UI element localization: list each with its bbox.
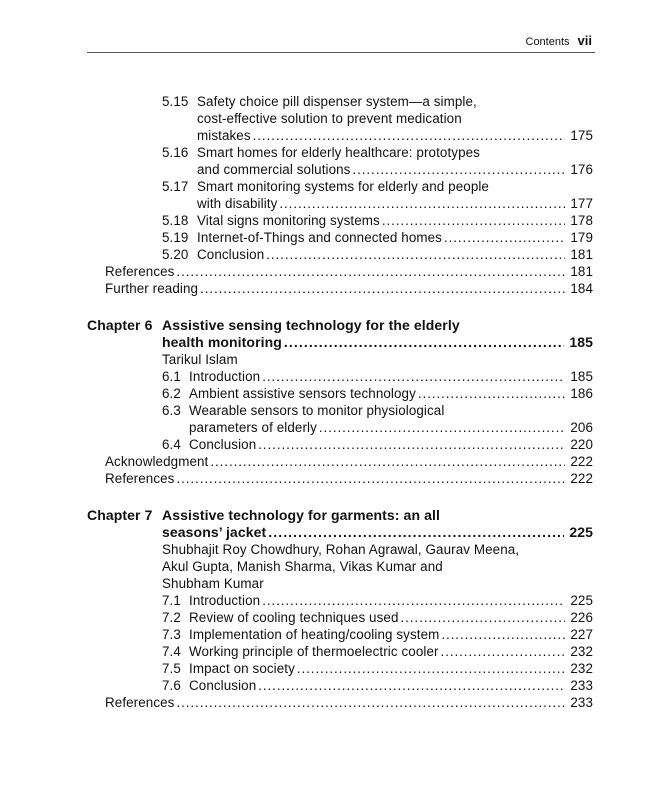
toc-entry-line (0, 436, 648, 453)
toc-entry[interactable] (197, 127, 593, 144)
dot-leader (279, 195, 565, 212)
toc-entry-line (0, 609, 648, 626)
toc-entry-line (0, 144, 648, 161)
section-number: 6.2 (162, 386, 181, 401)
toc-entry[interactable] (197, 195, 593, 212)
page-number: 181 (570, 247, 593, 262)
entry-title: Introduction (189, 593, 261, 608)
toc-entry-line (0, 229, 648, 246)
page-number: 179 (570, 230, 593, 245)
dot-leader (441, 643, 566, 660)
section-number: 6.3 (162, 403, 181, 418)
chapter-title: health monitoring (162, 334, 282, 350)
section-number: 7.3 (162, 627, 181, 642)
toc-entry-line (0, 470, 648, 487)
entry-title: References (105, 264, 175, 279)
toc-entry[interactable] (197, 229, 593, 246)
page-number: 176 (570, 162, 593, 177)
toc-entry[interactable] (197, 246, 593, 263)
dot-leader (266, 246, 565, 263)
entry-title: Introduction (189, 369, 261, 384)
toc-entry-line (0, 694, 648, 711)
dot-leader (444, 229, 565, 246)
entry-title: References (105, 471, 175, 486)
toc-entry-line (0, 592, 648, 609)
toc-entry-line (0, 127, 648, 144)
toc-entry-line (0, 110, 648, 127)
toc-entry[interactable] (105, 453, 593, 470)
entry-title: with disability (197, 196, 278, 211)
toc-entry-line (0, 643, 648, 660)
chapter-authors: Akul Gupta, Manish Sharma, Vikas Kumar and (162, 559, 443, 574)
page-number: 227 (570, 627, 593, 642)
toc-entry[interactable] (105, 280, 593, 297)
section-number: 5.19 (162, 230, 189, 245)
entry-title: Conclusion (189, 437, 257, 452)
page-number: 220 (570, 437, 593, 452)
table-of-contents (0, 93, 648, 711)
toc-entry-line (0, 368, 648, 385)
toc-entry[interactable] (189, 626, 593, 643)
toc-entry-line (0, 402, 648, 419)
chapter-heading-line (0, 507, 648, 524)
chapter-authors-line (0, 558, 648, 575)
toc-entry[interactable] (189, 660, 593, 677)
dot-leader (262, 368, 565, 385)
page-number: 225 (569, 524, 593, 540)
section-number: 7.1 (162, 593, 181, 608)
toc-entry[interactable] (189, 592, 593, 609)
dot-leader (176, 263, 565, 280)
section-number: 5.20 (162, 247, 189, 262)
dot-leader (258, 677, 565, 694)
page-number: 233 (570, 678, 593, 693)
dot-leader (262, 592, 565, 609)
toc-entry[interactable] (189, 385, 593, 402)
dot-leader (210, 453, 565, 470)
entry-title: Smart homes for elderly healthcare: prototypes (197, 145, 480, 160)
entry-title: Ambient assistive sensors technology (189, 386, 416, 401)
page-number: 177 (570, 196, 593, 211)
entry-title: Further reading (105, 281, 199, 296)
toc-entry-line (0, 263, 648, 280)
section-number: 5.16 (162, 145, 189, 160)
chapter-title-entry[interactable] (162, 524, 593, 541)
chapter-heading-line (0, 524, 648, 541)
page-number: 178 (570, 213, 593, 228)
section-number: 6.1 (162, 369, 181, 384)
toc-entry[interactable] (105, 470, 593, 487)
page-number: 222 (570, 471, 593, 486)
toc-entry-line (0, 161, 648, 178)
toc-entry-line (0, 626, 648, 643)
toc-entry[interactable] (105, 263, 593, 280)
spacer (0, 487, 648, 507)
dot-leader (319, 419, 565, 436)
toc-entry-line (0, 419, 648, 436)
entry-title: mistakes (197, 128, 251, 143)
entry-title: parameters of elderly (189, 420, 317, 435)
chapter-authors: Tarikul Islam (162, 352, 238, 367)
running-header-page: vii (577, 33, 592, 48)
page-number: 175 (570, 128, 593, 143)
toc-entry[interactable] (189, 436, 593, 453)
entry-title: Safety choice pill dispenser system—a simple, (197, 94, 477, 109)
chapter-title-entry[interactable] (162, 334, 593, 351)
toc-entry-line (0, 677, 648, 694)
page-number: 185 (570, 369, 593, 384)
dot-leader (176, 694, 565, 711)
entry-title: Working principle of thermoelectric cooler (189, 644, 439, 659)
toc-entry[interactable] (197, 161, 593, 178)
entry-title: Smart monitoring systems for elderly and people (197, 179, 489, 194)
section-number: 5.15 (162, 94, 189, 109)
dot-leader (352, 161, 565, 178)
running-header (526, 33, 593, 48)
section-number: 7.2 (162, 610, 181, 625)
section-number: 5.17 (162, 179, 189, 194)
page-number: 206 (570, 420, 593, 435)
entry-title: References (105, 695, 175, 710)
toc-entry[interactable] (189, 643, 593, 660)
entry-title: Vital signs monitoring systems (197, 213, 380, 228)
section-number: 7.4 (162, 644, 181, 659)
entry-title: Implementation of heating/cooling system (189, 627, 440, 642)
dot-leader (382, 212, 565, 229)
dot-leader (253, 127, 566, 144)
section-number: 5.18 (162, 213, 189, 228)
page-number: 186 (570, 386, 593, 401)
chapter-heading-line (0, 334, 648, 351)
dot-leader (401, 609, 566, 626)
entry-title: and commercial solutions (197, 162, 351, 177)
entry-title: Review of cooling techniques used (189, 610, 399, 625)
chapter-authors-line (0, 541, 648, 558)
toc-entry-line (0, 453, 648, 470)
dot-leader (441, 626, 565, 643)
entry-title: Acknowledgment (105, 454, 209, 469)
chapter-title: Assistive technology for garments: an all (162, 507, 440, 523)
section-number: 7.5 (162, 661, 181, 676)
dot-leader (418, 385, 565, 402)
chapter-authors: Shubham Kumar (162, 576, 264, 591)
toc-entry[interactable] (189, 368, 593, 385)
dot-leader (258, 436, 565, 453)
page-number: 185 (569, 334, 593, 350)
page-number: 222 (570, 454, 593, 469)
toc-entry-line (0, 385, 648, 402)
chapter-label: Chapter 6 (87, 317, 153, 333)
entry-title: cost-effective solution to prevent medication (197, 111, 462, 126)
page-number: 226 (570, 610, 593, 625)
toc-entry-line (0, 280, 648, 297)
header-rule (87, 52, 595, 53)
dot-leader (284, 334, 564, 351)
toc-entry-line (0, 195, 648, 212)
chapter-heading-line (0, 317, 648, 334)
page-number: 232 (570, 644, 593, 659)
running-header-section: Contents (525, 36, 570, 48)
chapter-title: seasons’ jacket (162, 524, 267, 540)
toc-entry[interactable] (197, 212, 593, 229)
section-number: 6.4 (162, 437, 181, 452)
dot-leader (200, 280, 565, 297)
page-number: 181 (570, 264, 593, 279)
entry-title: Conclusion (197, 247, 265, 262)
toc-entry-line (0, 178, 648, 195)
page-number: 232 (570, 661, 593, 676)
toc-entry[interactable] (189, 677, 593, 694)
toc-entry-line (0, 93, 648, 110)
toc-entry[interactable] (105, 694, 593, 711)
chapter-authors-line (0, 351, 648, 368)
chapter-authors: Shubhajit Roy Chowdhury, Rohan Agrawal, Gaurav Meena, (162, 542, 520, 557)
chapter-label: Chapter 7 (87, 507, 153, 523)
toc-entry[interactable] (189, 609, 593, 626)
page-number: 233 (570, 695, 593, 710)
entry-title: Conclusion (189, 678, 257, 693)
page-number: 225 (570, 593, 593, 608)
entry-title: Impact on society (189, 661, 295, 676)
toc-entry-line (0, 246, 648, 263)
section-number: 7.6 (162, 678, 181, 693)
entry-title: Internet-of-Things and connected homes (197, 230, 442, 245)
dot-leader (297, 660, 565, 677)
entry-title: Wearable sensors to monitor physiological (189, 403, 445, 418)
toc-entry[interactable] (189, 419, 593, 436)
toc-entry-line (0, 212, 648, 229)
spacer (0, 297, 648, 317)
toc-entry-line (0, 660, 648, 677)
dot-leader (268, 524, 564, 541)
dot-leader (176, 470, 565, 487)
chapter-authors-line (0, 575, 648, 592)
page-number: 184 (570, 281, 593, 296)
chapter-title: Assistive sensing technology for the elderly (162, 317, 460, 333)
